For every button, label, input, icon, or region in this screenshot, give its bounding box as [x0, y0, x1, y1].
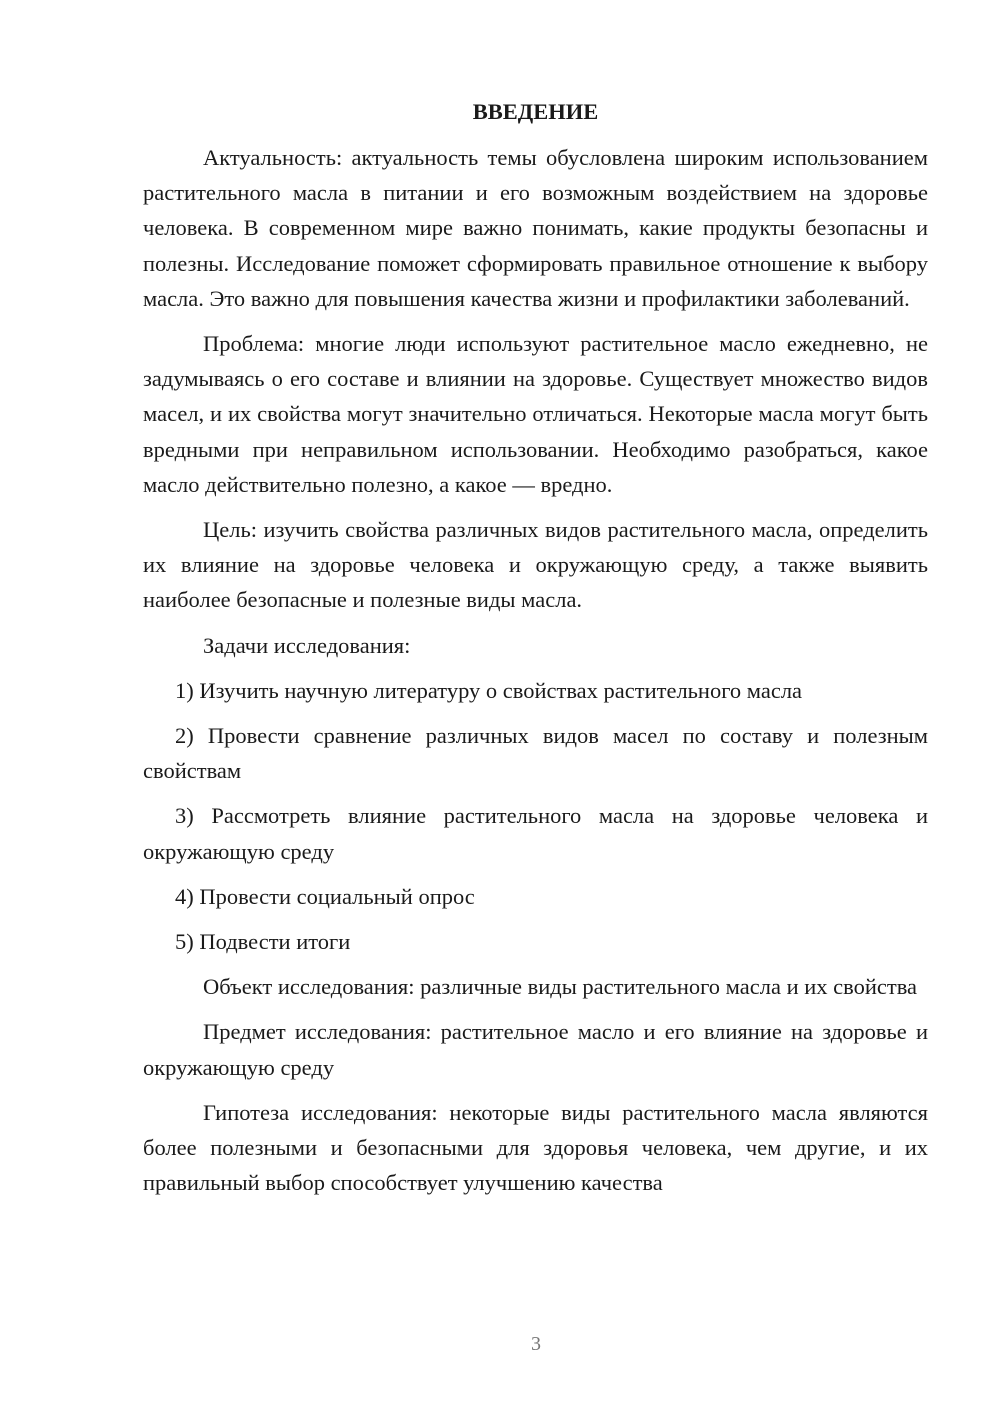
- task-item-5: 5) Подвести итоги: [175, 929, 351, 955]
- page-number: 3: [531, 1333, 541, 1355]
- task-item-1: 1) Изучить научную литературу о свойствах растительного масла: [175, 677, 803, 703]
- page-content: [143, 94, 928, 1210]
- section-title: ВВЕДЕНИЕ: [472, 99, 599, 124]
- paragraph-problem: Проблема: многие люди используют растительное масло ежедневно, не задумываясь о его составе и влиянии на здоровье. Существует множество видов масел, и их свойства могут значительно отличаться. Некоторые масла могут быть вредными при неправильном использовании. Необходимо разобраться, какое масло действительно полезно, а какое — вредно.: [143, 331, 928, 497]
- task-item-4: 4) Провести социальный опрос: [175, 883, 475, 909]
- task-item-2: 2) Провести сравнение различных видов масел по составу и полезным свойствам: [143, 723, 928, 784]
- paragraph-object: Объект исследования: различные виды растительного масла и их свойства: [203, 974, 918, 1000]
- paragraph-hypothesis: Гипотеза исследования: некоторые виды растительного масла являются более полезными и безопасными для здоровья человека, чем другие, и их правильный выбор способствует улучшению качества: [143, 1099, 928, 1196]
- paragraph-subject: Предмет исследования: растительное масло и его влияние на здоровье и окружающую среду: [143, 1019, 928, 1080]
- task-item-3: 3) Рассмотреть влияние растительного масла на здоровье человека и окружающую среду: [143, 803, 928, 864]
- paragraph-goal: Цель: изучить свойства различных видов растительного масла, определить их влияние на здоровье человека и окружающую среду, а также выявить наиболее безопасные и полезные виды масла.: [143, 517, 928, 613]
- paragraph-relevance: Актуальность: актуальность темы обусловлена широким использованием растительного масла в питании и его возможным воздействием на здоровье человека. В современном мире важно понимать, какие продукты безопасны и полезны. Исследование поможет сформировать правильное отношение к выбору масла. Это важно для повышения качества жизни и профилактики заболеваний.: [143, 145, 928, 311]
- tasks-heading: Задачи исследования:: [203, 632, 411, 658]
